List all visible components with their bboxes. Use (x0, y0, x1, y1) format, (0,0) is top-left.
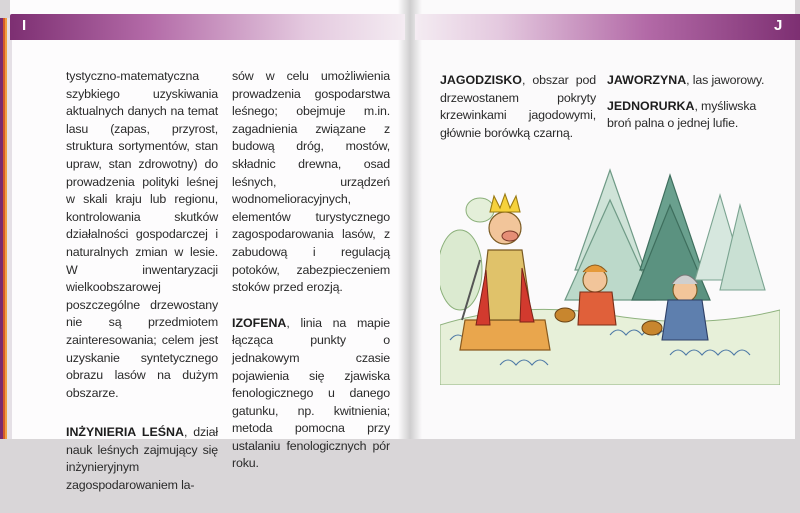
entry-continuation: sów w celu umożliwienia prowadzenia gospodarstwa leśnego; obejmuje m.in. zagadnienia związane z budową dróg, mostów, składnic drewna, osad leśnych, urządzeń wodnomelioracyjnych, elementów turystycznego zagospodarowania lasów, z zabudową i regulacją potoków, zabezpieczeniem stoków przed erozją. (232, 69, 390, 295)
page-edge-stripes (0, 18, 12, 439)
entry-headword: JAGODZISKO (440, 73, 522, 87)
dictionary-entry (607, 72, 777, 90)
left-header-bar (10, 14, 405, 40)
entry-headword: IZOFENA (232, 315, 287, 330)
tree-stump (460, 320, 550, 350)
entry-definition: , las jaworowy. (686, 73, 765, 87)
entry-definition: , myśliwska broń palna o jednej lufie. (607, 98, 757, 131)
entry-headword: INŻYNIERIA LEŚNA (66, 425, 184, 440)
right-section-letter: J (774, 17, 783, 34)
fir-tree-icon (695, 195, 765, 290)
cartoon-illustration (440, 150, 780, 385)
entry-headword: JEDNORURKA (607, 98, 695, 113)
text-column-3 (440, 72, 596, 160)
entry-definition: , dział nauk leśnych zajmujący się inżynieryjnym zagospodarowaniem la- (66, 425, 218, 493)
dictionary-entry (232, 315, 390, 473)
text-column-2 (232, 68, 390, 491)
entry-continuation: tystyczno-matematyczna szybkiego uzyskiwania aktualnych danych na temat lasu (zapas, przyrost, struktura sortymentów, stan upraw, stan zdrowotny) do prowadzenia polityki leśnej w skali kraju lub regionu, kontrolowania skutków działalności gospodarczej i naturalnych zmian w lesie. W inwentaryzacji wielkoobszarowej poszczególne drzewostany nie są przedmiotem zainteresowania; celem jest uzyskanie syntetycznego obrazu lasów na dużym obszarze. (66, 69, 218, 400)
text-column-4 (607, 72, 777, 141)
dictionary-entry (440, 72, 596, 142)
dictionary-entry (66, 424, 218, 494)
entry-definition: , linia na mapie łącząca punkty o jednakowym czasie pojawienia się zjawiska fenologicznego u danego gatunku, np. kwitnienia; metoda pomocna przy ustalaniu fenologicznych pór roku. (232, 315, 390, 471)
entry-headword: JAWORZYNA (607, 73, 687, 87)
fir-tree-icon (632, 175, 710, 300)
entry-definition: , obszar pod drzewostanem pokryty krzewinkami jagodowymi, głównie borówką czarną. (440, 73, 596, 140)
left-section-letter: I (22, 17, 27, 34)
dictionary-entry (607, 98, 777, 133)
book-gutter (398, 0, 422, 439)
right-header-bar (415, 14, 800, 40)
text-column-1 (66, 68, 218, 513)
